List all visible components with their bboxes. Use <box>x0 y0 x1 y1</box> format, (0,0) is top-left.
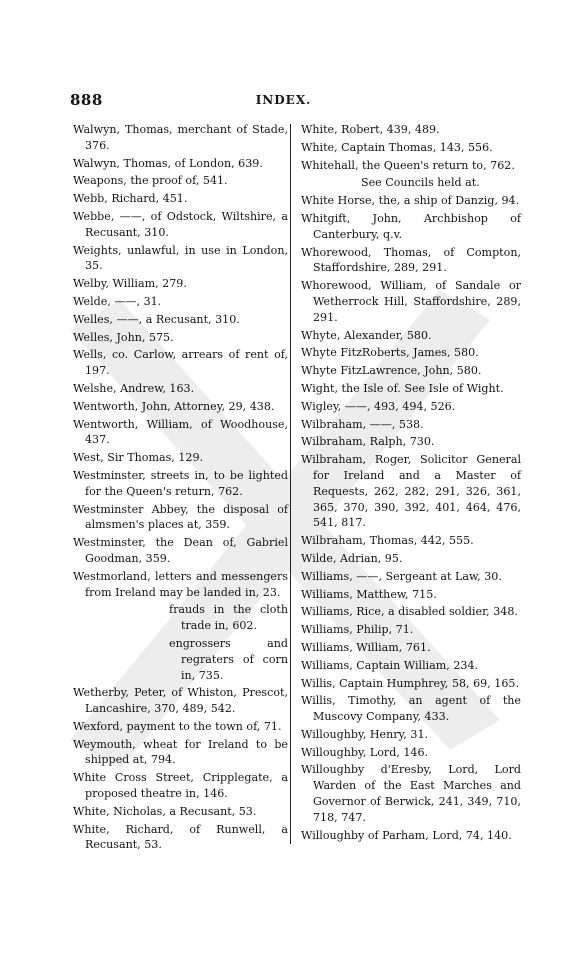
index-entry: Weights, unlawful, in use in London, 35. <box>73 243 288 273</box>
index-entry: White, Captain Thomas, 143, 556. <box>301 140 493 154</box>
index-entry: Welles, John, 575. <box>73 330 174 344</box>
index-entry: Wilbraham, Roger, Solicitor General for Ireland and a Master of Requests, 262, 282, 291, 326, 361, 365, 370, 390, 392, 401, 464, 476, 541, 817. <box>301 453 521 530</box>
index-entry: Weymouth, wheat for Ireland to be shipped at, 794. <box>73 737 288 767</box>
index-entry: West, Sir Thomas, 129. <box>73 451 204 465</box>
index-subentry: engrossers and regraters of corn in, 735. <box>169 636 288 682</box>
index-entry: Wilde, Adrian, 95. <box>301 551 403 565</box>
index-entry: Webbe, ——, of Odstock, Wiltshire, a Recusant, 310. <box>73 209 288 239</box>
index-entry: Wigley, ——, 493, 494, 526. <box>301 399 456 413</box>
index-entry: Willoughby, Lord, 146. <box>301 745 429 759</box>
index-entry: Welde, ——, 31. <box>73 294 162 308</box>
index-entry: Williams, Matthew, 715. <box>301 587 437 601</box>
index-entry: White, Nicholas, a Recusant, 53. <box>73 804 257 818</box>
index-entry: Williams, Captain William, 234. <box>301 658 479 672</box>
index-entry: White Cross Street, Cripplegate, a proposed theatre in, 146. <box>73 771 288 801</box>
index-entry: Williams, Rice, a disabled soldier, 348. <box>301 605 518 619</box>
index-entry: Wells, co. Carlow, arrears of rent of, 197. <box>73 348 288 378</box>
index-entry: Williams, William, 761. <box>301 640 431 654</box>
index-entry: Westminster Abbey, the disposal of almsmen's places at, 359. <box>73 502 288 532</box>
right-index-column <box>301 122 521 845</box>
index-entry: Walwyn, Thomas, of London, 639. <box>73 156 263 170</box>
index-entry: Walwyn, Thomas, merchant of Stade, 376. <box>73 123 288 152</box>
index-entry: White, Robert, 439, 489. <box>301 123 440 136</box>
index-entry: Westmorland, letters and messengers from Ireland may be landed in, 23. <box>73 569 288 599</box>
index-entry: Welles, ——, a Recusant, 310. <box>73 312 240 326</box>
index-entry: Whyte FitzRoberts, James, 580. <box>301 346 479 360</box>
index-entry: White Horse, the, a ship of Danzig, 94. <box>301 194 520 208</box>
index-entry: Willis, Timothy, an agent of the Muscovy Company, 433. <box>301 694 521 724</box>
index-entry: Whitgift, John, Archbishop of Canterbury, q.v. <box>301 211 521 241</box>
index-entry: Willoughby, Henry, 31. <box>301 727 429 741</box>
running-title: INDEX. <box>255 93 312 107</box>
index-entry: Willoughby d'Eresby, Lord, Lord Warden of the East Marches and Governor of Berwick, 241, 349, 710, 718, 747. <box>301 763 521 824</box>
index-entry: Whorewood, William, of Sandale or Wetherrock Hill, Staffordshire, 289, 291. <box>301 279 521 324</box>
index-subentry: frauds in the cloth trade in, 602. <box>169 603 288 633</box>
index-entry: Westminster, streets in, to be lighted for the Queen's return, 762. <box>73 468 288 498</box>
index-entry: Wentworth, William, of Woodhouse, 437. <box>73 417 288 447</box>
index-entry: Wilbraham, Ralph, 730. <box>301 435 435 449</box>
column-divider <box>290 124 291 844</box>
index-entry: Williams, Philip, 71. <box>301 623 414 637</box>
index-entry: Willoughby of Parham, Lord, 74, 140. <box>301 828 512 842</box>
index-entry: Whorewood, Thomas, of Compton, Staffordshire, 289, 291. <box>301 245 521 275</box>
index-entry: Welshe, Andrew, 163. <box>73 381 195 395</box>
index-entry: Willis, Captain Humphrey, 58, 69, 165. <box>301 676 519 690</box>
index-entry: Wilbraham, ——, 538. <box>301 417 424 431</box>
index-entry: Westminster, the Dean of, Gabriel Goodman, 359. <box>73 536 288 565</box>
index-entry: Wexford, payment to the town of, 71. <box>73 719 282 733</box>
index-entry: See Councils held at. <box>361 176 480 190</box>
index-entry: Wilbraham, Thomas, 442, 555. <box>301 534 474 548</box>
index-entry: Williams, ——, Sergeant at Law, 30. <box>301 569 502 583</box>
index-entry: Whitehall, the Queen's return to, 762. <box>301 158 515 172</box>
page-number: 888 <box>70 91 103 109</box>
index-entry: White, Richard, of Runwell, a Recusant, 53. <box>73 822 288 852</box>
index-entry: Whyte, Alexander, 580. <box>301 328 432 342</box>
index-entry: Wentworth, John, Attorney, 29, 438. <box>73 399 275 413</box>
left-index-column <box>73 122 288 855</box>
index-entry: Wight, the Isle of. See Isle of Wight. <box>301 381 504 395</box>
index-entry: Weapons, the proof of, 541. <box>73 174 228 188</box>
index-entry: Wetherby, Peter, of Whiston, Prescot, Lancashire, 370, 489, 542. <box>73 686 288 716</box>
index-entry: Whyte FitzLawrence, John, 580. <box>301 364 482 378</box>
index-entry: Webb, Richard, 451. <box>73 192 188 206</box>
index-entry: Welby, William, 279. <box>73 277 187 291</box>
